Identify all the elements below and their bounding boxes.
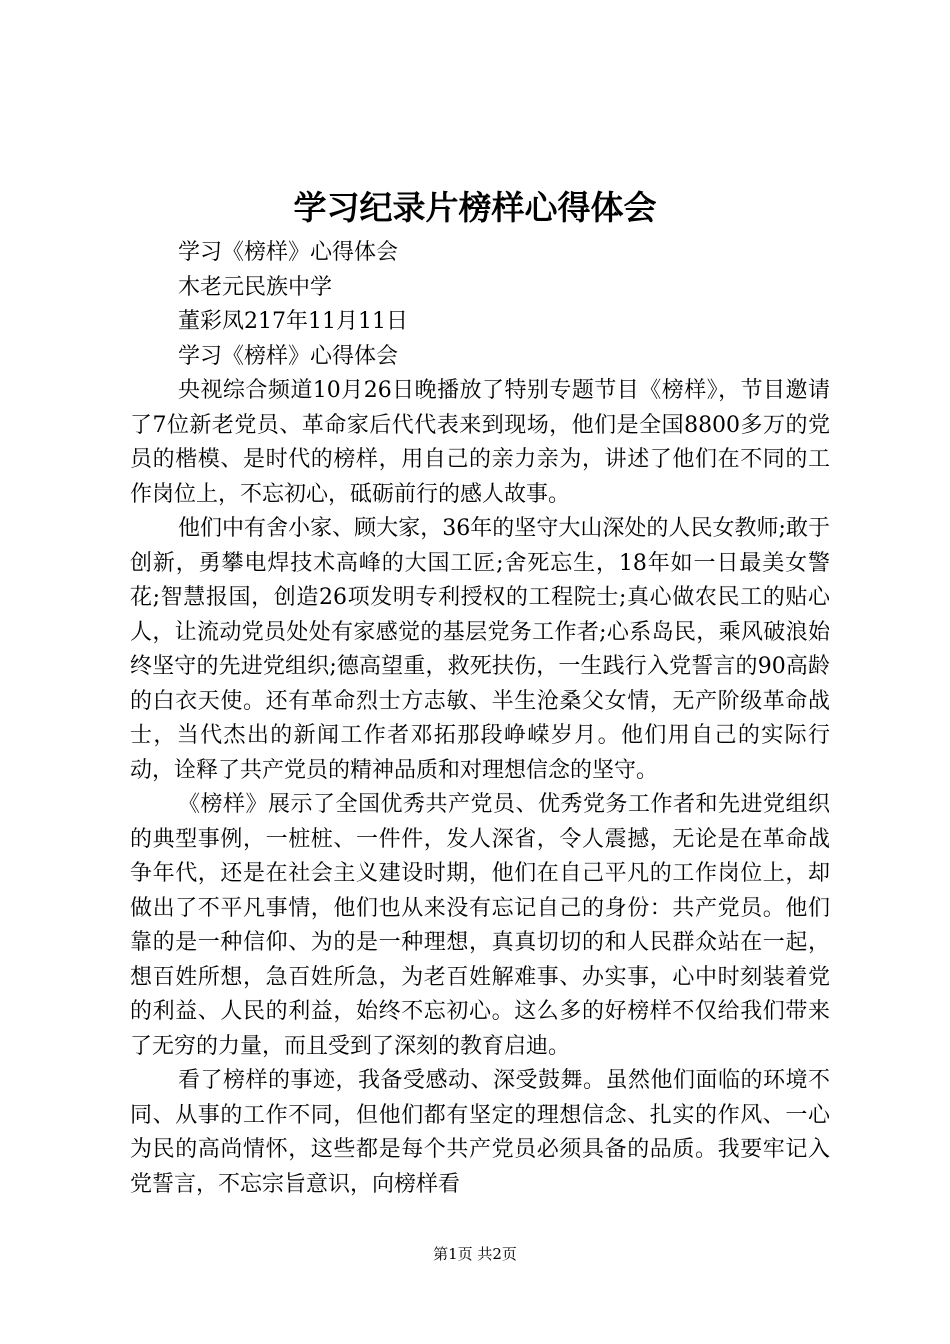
document-title: 学习纪录片榜样心得体会 <box>293 188 657 227</box>
paragraph: 央视综合频道10月26日晚播放了特别专题节目《榜样》，节目邀请了7位新老党员、革命家后代代表来到现场，他们是全国8800多万的党员的楷模、是时代的榜样，用自己的亲力亲为，讲述了他们在不同的工作岗位上，不忘初心，砥砺前行的感人故事。 <box>130 378 830 507</box>
header-line-subtitle: 学习《榜样》心得体会 <box>178 343 399 369</box>
paragraph: 《榜样》展示了全国优秀共产党员、优秀党务工作者和先进党组织的典型事例，一桩桩、一件件，发人深省，令人震撼，无论是在革命战争年代，还是在社会主义建设时期，他们在自己平凡的工作岗位上，却做出了不平凡事情，他们也从来没有忘记自己的身份：共产党员。他们靠的是一种信仰、为的是一种理想，真真切切的和人民群众站在一起，想百姓所想，急百姓所急，为老百姓解难事、办实事，心中时刻装着党的利益、人民的利益，始终不忘初心。这么多的好榜样不仅给我们带来了无穷的力量，而且受到了深刻的教育启迪。 <box>130 792 830 1059</box>
page-footer: 第1页 共2页 <box>433 1245 517 1263</box>
paragraph: 他们中有舍小家、顾大家，36年的坚守大山深处的人民女教师;敢于创新，勇攀电焊技术高峰的大国工匠;舍死忘生，18年如一日最美女警花;智慧报国，创造26项发明专利授权的工程院士;真心做农民工的贴心人，让流动党员处处有家感觉的基层党务工作者;心系岛民，乘风破浪始终坚守的先进党组织;德高望重，救死扶伤，一生践行入党誓言的90高龄的白衣天使。还有革命烈士方志敏、半生沧桑父女情，无产阶级革命战士，当代杰出的新闻工作者邓拓那段峥嵘岁月。他们用自己的实际行动，诠释了共产党员的精神品质和对理想信念的坚守。 <box>130 516 830 783</box>
header-line-author-date: 董彩凤217年11月11日 <box>178 309 408 334</box>
header-line-heading: 学习《榜样》心得体会 <box>178 240 399 265</box>
paragraph: 看了榜样的事迹，我备受感动、深受鼓舞。虽然他们面临的环境不同、从事的工作不同，但他们都有坚定的理想信念、扎实的作风、一心为民的高尚情怀，这些都是每个共产党员必须具备的品质。我要牢记入党誓言，不忘宗旨意识，向榜样看 <box>130 1068 830 1197</box>
document-body <box>130 236 830 1202</box>
header-line-school: 木老元民族中学 <box>178 274 333 300</box>
